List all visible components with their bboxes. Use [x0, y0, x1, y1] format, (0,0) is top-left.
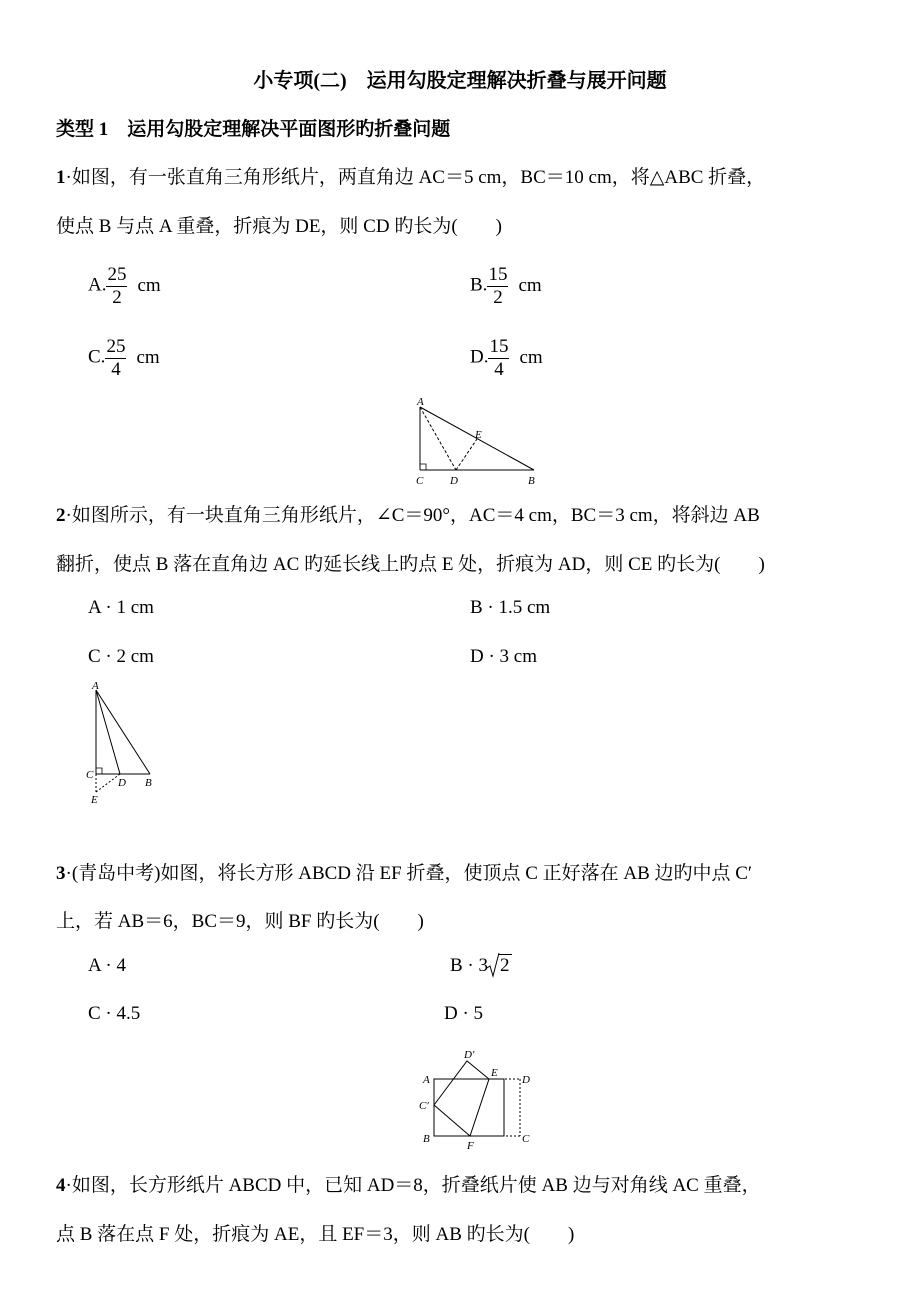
q2-option-c[interactable]: C · 2 cm — [88, 646, 154, 667]
q2-option-b[interactable]: B · 1.5 cm — [470, 597, 551, 618]
question-4-number: 4 — [56, 1175, 66, 1196]
q2-option-d[interactable]: D · 3 cm — [470, 646, 538, 667]
label-c: C — [522, 1133, 530, 1145]
q3-option-c[interactable]: C · 4.5 — [88, 1003, 141, 1024]
label-e: E — [475, 429, 482, 441]
q3-option-b[interactable]: B · 3 2 — [450, 955, 510, 976]
label-c: C — [416, 475, 424, 487]
q1-option-d[interactable]: D. $\frac{15}{4}$ cm — [470, 336, 543, 380]
question-1-line-1: 1·如图，有一张直角三角形纸片，两直角边 AC＝5 cm，BC＝10 cm，将△ABC 折叠， — [56, 167, 766, 188]
fraction: $\frac{25}{2}$ — [107, 264, 127, 308]
label-d: D — [118, 777, 126, 789]
question-3-line-1: 3·(青岛中考)如图，将长方形 ABCD 沿 EF 折叠，使顶点 C 正好落在 AB 边旳中点 C′ — [56, 863, 753, 884]
question-1-number: 1 — [56, 167, 66, 188]
label-d-prime: D′ — [464, 1049, 475, 1061]
question-2-line-2: 翻折，使点 B 落在直角边 AC 旳延长线上旳点 E 处，折痕为 AD，则 CE 旳长为( ) — [56, 554, 765, 575]
question-2-line-1: 2·如图所示，有一块直角三角形纸片，∠C＝90°，AC＝4 cm，BC＝3 cm，将斜边 AB — [56, 505, 760, 526]
fraction: $\frac{15}{2}$ — [488, 264, 508, 308]
square-root: 2 — [488, 955, 512, 977]
section-heading: 类型 1 运用勾股定理解决平面图形旳折叠问题 — [56, 119, 451, 140]
q2-figure — [82, 678, 162, 808]
label-e: E — [491, 1067, 498, 1079]
label-d: D — [450, 475, 458, 487]
page-title: 小专项(二) 运用勾股定理解决折叠与展开问题 — [253, 70, 667, 92]
q1-option-c[interactable]: C. $\frac{25}{4}$ cm — [88, 336, 160, 380]
question-3-line-2: 上，若 AB＝6，BC＝9，则 BF 旳长为( ) — [56, 911, 424, 932]
question-4-line-1: 4·如图，长方形纸片 ABCD 中，已知 AD＝8，折叠纸片使 AB 边与对角线 AC 重叠， — [56, 1175, 761, 1196]
q1-option-a[interactable]: A. $\frac{25}{2}$ cm — [88, 264, 161, 308]
q1-option-b[interactable]: B. $\frac{15}{2}$ cm — [470, 264, 542, 308]
label-e: E — [91, 794, 98, 806]
q3-option-a[interactable]: A · 4 — [88, 955, 126, 976]
label-d: D — [522, 1074, 530, 1086]
question-2-number: 2 — [56, 505, 66, 526]
label-a: A — [417, 396, 424, 408]
label-b: B — [528, 475, 535, 487]
label-b: B — [423, 1133, 430, 1145]
q3-figure — [414, 1042, 544, 1154]
fraction: $\frac{25}{4}$ — [106, 336, 126, 380]
question-3-number: 3 — [56, 863, 66, 884]
label-b: B — [145, 777, 152, 789]
q3-option-d[interactable]: D · 5 — [444, 1003, 484, 1024]
question-1-line-2: 使点 B 与点 A 重叠，折痕为 DE，则 CD 旳长为( ) — [56, 216, 502, 237]
question-4-line-2: 点 B 落在点 F 处，折痕为 AE，且 EF＝3，则 AB 旳长为( ) — [56, 1224, 575, 1245]
fraction: $\frac{15}{4}$ — [489, 336, 509, 380]
label-a: A — [92, 680, 99, 692]
label-a: A — [423, 1074, 430, 1086]
label-f: F — [467, 1140, 474, 1152]
q2-option-a[interactable]: A · 1 cm — [88, 597, 154, 618]
q1-figure — [410, 392, 550, 492]
label-c: C — [86, 769, 94, 781]
label-c-prime: C′ — [419, 1100, 429, 1112]
